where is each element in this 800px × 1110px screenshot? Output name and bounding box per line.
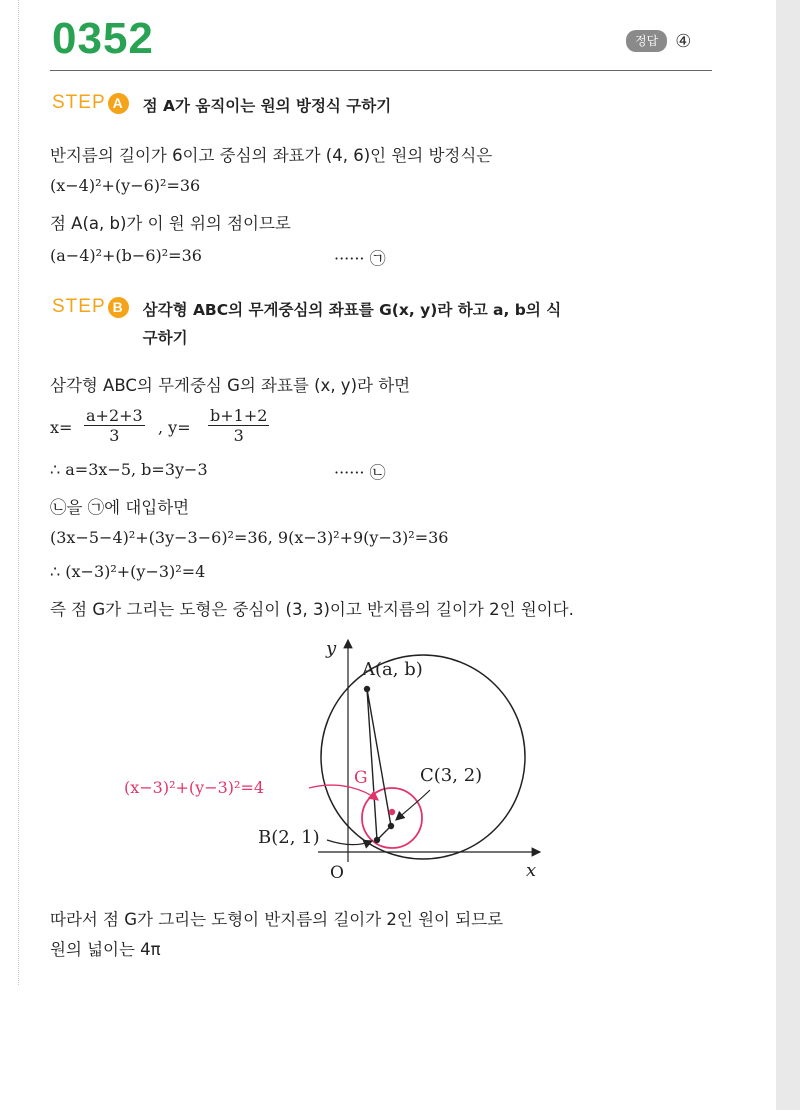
step-b-line-5: (3x−5−4)²+(3y−3−6)²=36, 9(x−3)²+9(y−3)²=36 [50,528,449,547]
step-b-line-7: 즉 점 G가 그리는 도형은 중심이 (3, 3)이고 반지름의 길이가 2인 원이다. [50,600,574,619]
label-a: A(a, b) [362,659,423,680]
step-a-label [52,92,129,114]
x-numerator: a+2+3 [86,406,143,425]
step-a-line-1: 반지름의 길이가 6이고 중심의 좌표가 (4, 6)인 원의 방정식은 [50,146,493,165]
step-b-title [143,296,562,352]
step-b-label [52,296,129,318]
point-c [388,823,394,829]
circle-eq-pointer [309,785,378,800]
y-fraction [208,406,269,445]
step-a-heading [52,92,391,120]
circle-a-path [321,655,525,859]
answer-badge: 정답 [626,30,667,52]
conclusion-line-2: 원의 넓이는 4π [50,940,161,959]
step-b-line-1: 삼각형 ABC의 무게중심 G의 좌표를 (x, y)라 하면 [50,376,411,395]
origin-label: O [330,863,344,883]
margin-line [18,0,19,985]
step-b-title-line-2: 구하기 [142,329,188,347]
point-b [374,837,380,843]
circle-g-locus [362,788,422,848]
x-axis-label: x [526,860,537,881]
step-b-line-6: ∴ (x−3)²+(y−3)²=4 [50,562,206,581]
c-pointer [396,790,430,820]
conclusion-line-1: 따라서 점 G가 그리는 도형이 반지름의 길이가 2인 원이 되므로 [50,910,504,929]
step-a-line-4: (a−4)²+(b−6)²=36 [50,246,202,265]
triangle-abc [367,689,391,840]
label-g: G [354,768,368,788]
answer-block [626,30,691,52]
x-denominator: 3 [109,426,120,445]
point-g [389,809,395,815]
step-b-letter: B [108,297,129,318]
step-b-line-3: ∴ a=3x−5, b=3y−3 [50,460,208,479]
step-b-title-line-1: 삼각형 ABC의 무게중심의 좌표를 G(x, y)라 하고 a, b의 식 [142,301,562,319]
b-pointer [327,840,372,845]
page-edge [776,0,800,1110]
step-b-line-4: ㉡을 ㉠에 대입하면 [50,498,190,517]
x-equals: x= [50,418,73,437]
label-c: C(3, 2) [420,765,483,786]
label-b: B(2, 1) [258,827,320,848]
header-divider [50,70,712,71]
step-b-text: STEP [52,296,106,317]
x-fraction [84,406,145,445]
step-a-line-2: (x−4)²+(y−6)²=36 [50,176,201,195]
y-denominator: 3 [233,426,244,445]
marker-2: ······ ㉡ [334,463,386,482]
y-axis-label: y [326,638,337,659]
step-b-heading [52,296,561,352]
label-circle-equation: (x−3)²+(y−3)²=4 [124,778,265,797]
step-a-line-3: 점 A(a, b)가 이 원 위의 점이므로 [50,214,291,233]
step-a-title: 점 A가 움직이는 원의 방정식 구하기 [142,97,392,115]
y-equals: , y= [158,418,191,437]
point-a [364,686,370,692]
step-a-text: STEP [52,92,106,113]
problem-number: 0352 [52,14,154,63]
step-a-letter: A [108,93,129,114]
y-numerator: b+1+2 [210,406,268,425]
answer-value: ④ [675,30,692,52]
marker-1: ······ ㉠ [334,249,386,268]
